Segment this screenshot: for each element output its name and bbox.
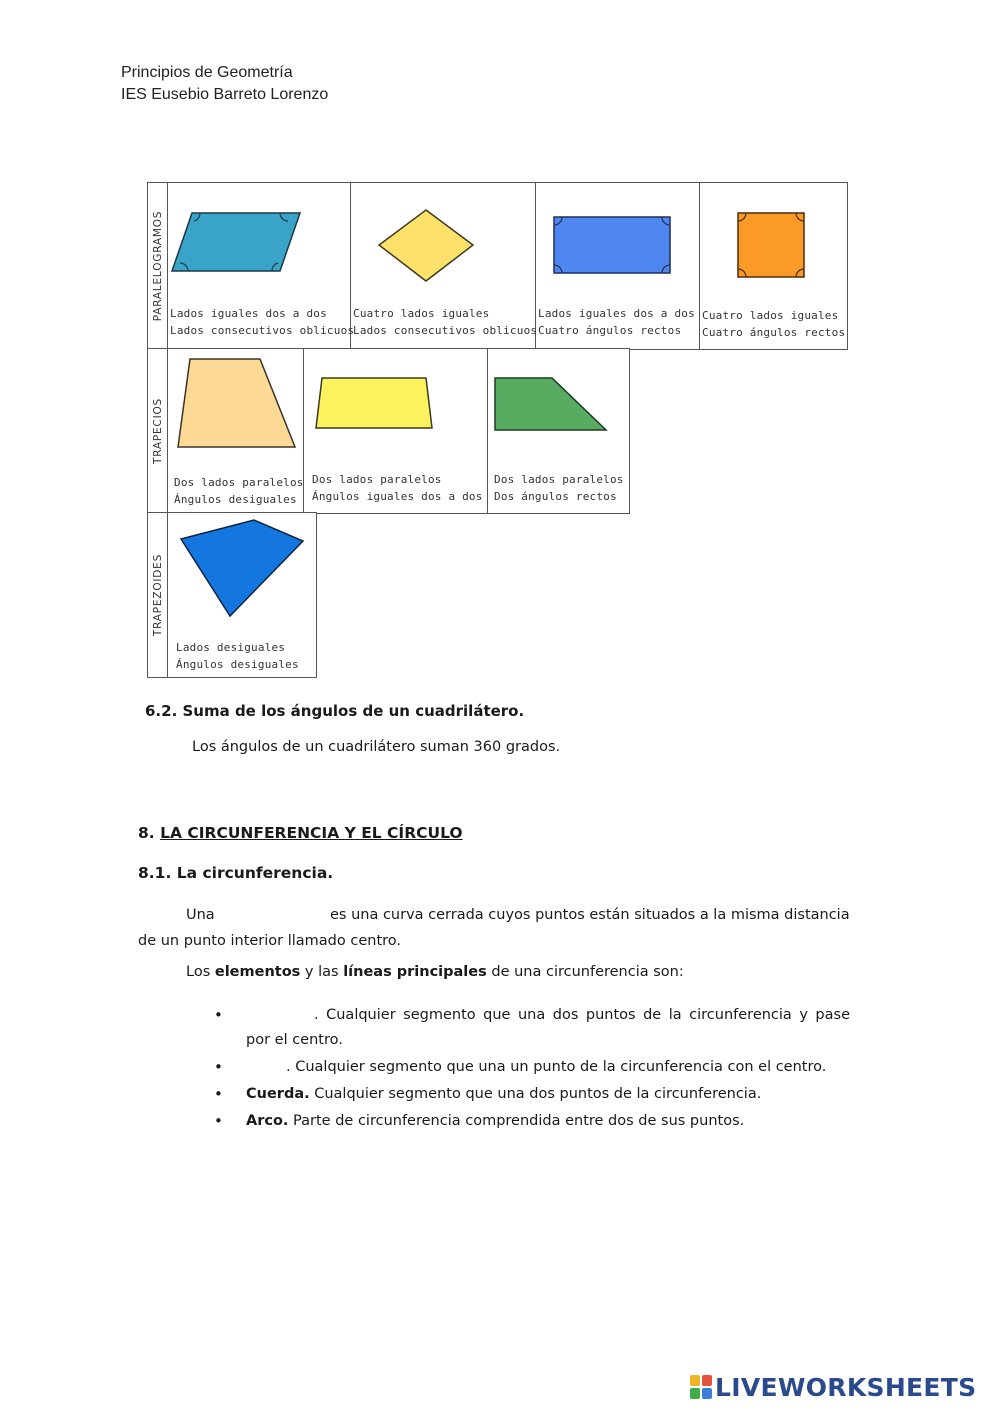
cell-trapecio-escaleno bbox=[168, 349, 304, 513]
cell-rectangulo bbox=[536, 183, 700, 349]
answer-blank-radio[interactable] bbox=[244, 1057, 284, 1077]
section-8-title: 8. LA CIRCUNFERENCIA Y EL CÍRCULO bbox=[138, 824, 463, 842]
cell-caption: Cuatro lados iguales Cuatro ángulos rectos bbox=[702, 309, 846, 339]
cell-caption: Lados desiguales Ángulos desiguales bbox=[176, 641, 299, 671]
section-8-1-title: 8.1. La circunferencia. bbox=[138, 864, 334, 882]
table-row-trapezoides bbox=[147, 512, 317, 678]
romboide-polygon bbox=[172, 213, 300, 271]
cell-trapecio-rectangulo bbox=[488, 349, 629, 513]
section-6-2-title: 6.2. Suma de los ángulos de un cuadrilátero. bbox=[145, 702, 525, 720]
list-item-radio bbox=[214, 1055, 850, 1080]
definition-line2: de un punto interior llamado centro. bbox=[138, 933, 402, 949]
group-label-trapezoides: TRAPEZOIDES bbox=[148, 513, 168, 677]
header-subject: Principios de Geometría bbox=[121, 64, 293, 81]
cell-caption: Dos lados paralelos Ángulos iguales dos a dos bbox=[312, 473, 483, 503]
cell-caption: Dos lados paralelos Dos ángulos rectos bbox=[494, 473, 624, 503]
table-row-paralelogramos bbox=[147, 182, 848, 350]
diametro-line1: . Cualquier segmento que una dos puntos de la circunferencia y pase bbox=[314, 1007, 850, 1023]
header-school: IES Eusebio Barreto Lorenzo bbox=[121, 86, 329, 103]
list-item-arco bbox=[214, 1109, 850, 1134]
liveworksheets-logo bbox=[690, 1372, 976, 1402]
group-label-trapecios: TRAPECIOS bbox=[148, 349, 168, 513]
elements-list bbox=[214, 1003, 850, 1134]
cuerda-definition: Cualquier segmento que una dos puntos de la circunferencia. bbox=[309, 1086, 762, 1102]
cell-caption: Cuatro lados iguales Lados consecutivos oblicuos bbox=[353, 307, 538, 337]
cuerda-term: Cuerda. bbox=[246, 1086, 310, 1102]
liveworksheets-logo-text: LIVEWORKSHEETS bbox=[715, 1372, 977, 1402]
group-label-paralelogramos: PARALELOGRAMOS bbox=[148, 183, 168, 349]
radio-text: . Cualquier segmento que una un punto de la circunferencia con el centro. bbox=[286, 1059, 827, 1075]
cell-caption: Lados iguales dos a dos Cuatro ángulos rectos bbox=[538, 307, 695, 337]
trapezoide-polygon bbox=[181, 520, 303, 616]
diametro-line2: por el centro. bbox=[246, 1032, 343, 1048]
definition-paragraph bbox=[138, 902, 850, 954]
trapecio-escaleno-polygon bbox=[178, 359, 295, 447]
answer-blank-circunferencia[interactable] bbox=[222, 905, 326, 925]
cell-cuadrado bbox=[700, 183, 847, 349]
section-6-2-text: Los ángulos de un cuadrilátero suman 360 grados. bbox=[192, 739, 561, 755]
bullet-icon: • bbox=[214, 1085, 223, 1103]
arco-term: Arco. bbox=[246, 1113, 289, 1129]
list-item-diametro bbox=[214, 1003, 850, 1053]
arco-definition: Parte de circunferencia comprendida entre dos de sus puntos. bbox=[288, 1113, 745, 1129]
trapecio-rectangulo-polygon bbox=[495, 378, 606, 430]
cell-caption: Dos lados paralelos Ángulos desiguales bbox=[174, 476, 304, 506]
bullet-icon: • bbox=[214, 1006, 223, 1024]
liveworksheets-logo-icon bbox=[690, 1375, 712, 1399]
rectangulo-rect bbox=[554, 217, 670, 273]
cell-rombo bbox=[351, 183, 536, 349]
cell-romboide bbox=[168, 183, 355, 349]
trapecio-isosceles-polygon bbox=[316, 378, 432, 428]
answer-blank-diametro[interactable] bbox=[244, 1005, 312, 1025]
bullet-icon: • bbox=[214, 1058, 223, 1076]
bullet-icon: • bbox=[214, 1112, 223, 1130]
list-item-cuerda bbox=[214, 1082, 850, 1107]
definition-line1: es una curva cerrada cuyos puntos están situados a la misma distancia bbox=[330, 907, 850, 923]
cell-trapecio-isosceles bbox=[304, 349, 488, 513]
word-una: Una bbox=[186, 907, 215, 923]
cuadrado-rect bbox=[738, 213, 804, 277]
document-header bbox=[121, 62, 328, 106]
table-row-trapecios bbox=[147, 348, 630, 514]
elements-intro: Los elementos y las líneas principales de una circunferencia son: bbox=[186, 964, 684, 980]
cell-trapezoide bbox=[168, 513, 316, 677]
section-8-title-underlined: LA CIRCUNFERENCIA Y EL CÍRCULO bbox=[160, 824, 463, 842]
rombo-polygon bbox=[379, 210, 473, 281]
cell-caption: Lados iguales dos a dos Lados consecutivos oblicuos bbox=[170, 307, 355, 337]
